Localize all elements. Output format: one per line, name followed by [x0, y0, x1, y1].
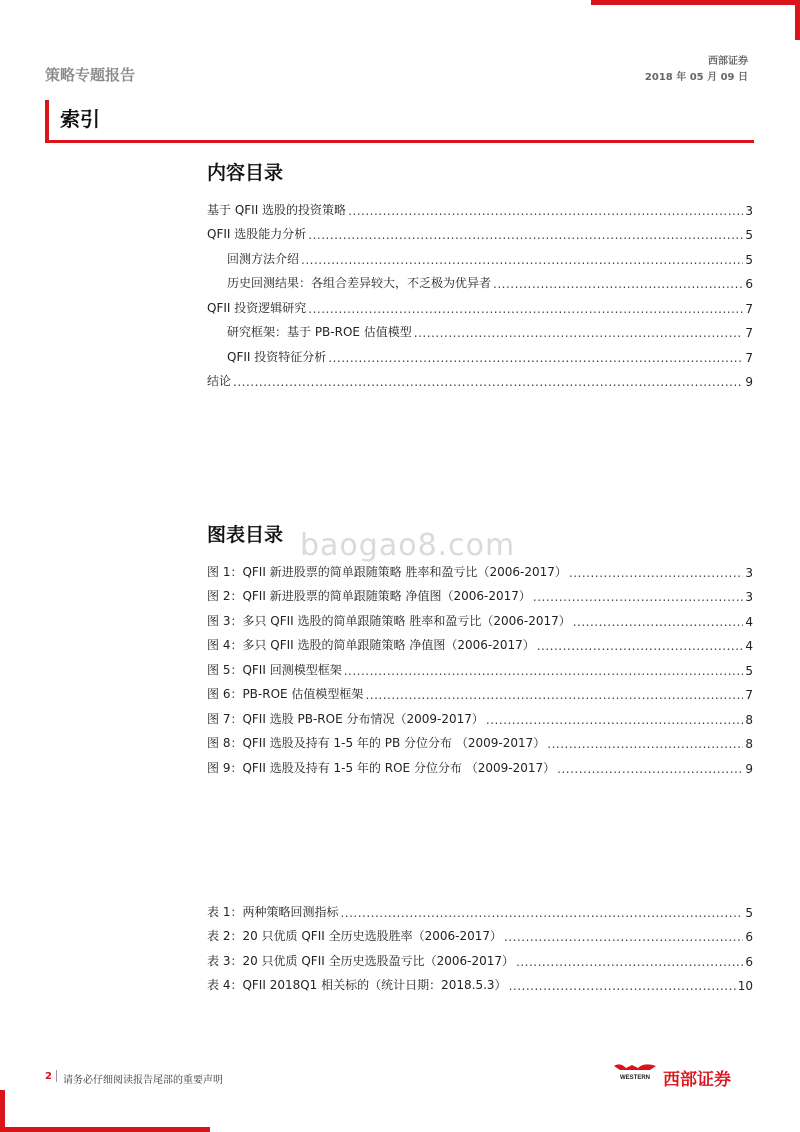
corner-frame-top	[591, 0, 800, 5]
toc-entry-title: 结论	[207, 374, 232, 388]
company-logo-icon	[612, 1062, 658, 1086]
figure-entry[interactable]	[207, 580, 753, 605]
figure-entry[interactable]	[207, 727, 753, 752]
figure-entry[interactable]	[207, 702, 753, 727]
figure-entry-title: 图 8：QFII 选股及持有 1-5 年的 PB 分位分布 （2009-2017）	[207, 736, 546, 750]
toc-entry-title: QFII 选股能力分析	[207, 227, 307, 241]
figure-list-title: 图表目录	[207, 524, 284, 546]
figure-entry-title: 图 4：多只 QFII 选股的简单跟随策略 净值图（2006-2017）	[207, 638, 535, 652]
table-entry-title: 表 3：20 只优质 QFII 全历史选股盈亏比（2006-2017）	[207, 953, 514, 968]
table-entry[interactable]	[207, 969, 753, 994]
header-date: 2018 年 05 月 09 日	[644, 72, 748, 83]
figure-entry-title: 图 3：多只 QFII 选股的简单跟随策略 胜率和盈亏比（2006-2017）	[207, 613, 571, 628]
toc-entry-page: 7	[745, 301, 753, 316]
table-entry-page: 6	[745, 954, 753, 969]
figure-entry[interactable]	[207, 653, 753, 678]
toc-entry-page: 6	[745, 277, 753, 291]
figure-entry[interactable]	[207, 555, 753, 580]
table-entry-page: 5	[745, 905, 753, 920]
figure-entry-page: 4	[745, 639, 753, 653]
table-entry-title: 表 2：20 只优质 QFII 全历史选股胜率（2006-2017）	[207, 929, 502, 943]
footer-separator	[56, 1070, 57, 1082]
toc-entry[interactable]	[207, 218, 753, 243]
toc-subentry[interactable]	[207, 340, 753, 365]
toc-entry-title: 历史回测结果：各组合差异较大，不乏极为优异者	[227, 276, 492, 290]
figure-entry-title: 图 6：PB-ROE 估值模型框架	[207, 687, 364, 701]
toc-entry[interactable]	[207, 193, 753, 218]
figure-entry-page: 3	[745, 565, 753, 580]
figure-entry-title: 图 9：QFII 选股及持有 1-5 年的 ROE 分位分布 （2009-2017）	[207, 760, 556, 775]
figure-entry[interactable]	[207, 629, 753, 654]
toc-subentry[interactable]	[207, 316, 753, 341]
figure-entry-page: 8	[745, 737, 753, 751]
company-logo-text: 西部证券	[663, 1070, 731, 1090]
figure-entry[interactable]	[207, 678, 753, 703]
figure-entry-title: 图 7：QFII 选股 PB-ROE 分布情况（2009-2017）	[207, 711, 484, 726]
index-accent-bar	[45, 100, 49, 140]
footer-disclaimer: 请务必仔细阅读报告尾部的重要声明	[63, 1075, 223, 1086]
toc-entry-title: 基于 QFII 选股的投资策略	[207, 202, 347, 217]
logo-en: WESTERN	[620, 1075, 650, 1081]
toc-entry-title: 回测方法介绍	[227, 251, 300, 266]
figure-entry-title: 图 2：QFII 新进股票的简单跟随策略 净值图（2006-2017）	[207, 589, 531, 603]
toc-entry-page: 3	[745, 203, 753, 218]
toc-subentry[interactable]	[207, 242, 753, 267]
toc-entry-title: 研究框架：基于 PB-ROE 估值模型	[227, 325, 412, 339]
corner-frame-left	[0, 1090, 5, 1132]
figure-entry-page: 7	[745, 688, 753, 702]
table-entry-title: 表 1：两种策略回测指标	[207, 904, 339, 919]
figure-entry-title: 图 5：QFII 回测模型框架	[207, 662, 342, 677]
index-title: 索引	[60, 107, 100, 131]
figure-entry-page: 4	[745, 614, 753, 629]
figure-entry-title: 图 1：QFII 新进股票的简单跟随策略 胜率和盈亏比（2006-2017）	[207, 564, 567, 579]
toc-entry-page: 5	[745, 228, 753, 242]
figure-entry[interactable]	[207, 751, 753, 776]
index-divider	[45, 140, 754, 143]
corner-frame-bottom	[0, 1127, 210, 1132]
header-company: 西部证券	[708, 56, 748, 67]
toc-entry-title: QFII 投资特征分析	[227, 349, 327, 364]
table-entry[interactable]	[207, 920, 753, 945]
figure-entry-page: 9	[745, 761, 753, 776]
report-type: 策略专题报告	[45, 66, 136, 84]
table-entry-page: 10	[737, 979, 753, 993]
toc-entry-page: 7	[745, 350, 753, 365]
toc-entry[interactable]	[207, 291, 753, 316]
corner-frame-right	[795, 0, 800, 40]
toc-list	[207, 193, 753, 389]
figure-entry-page: 5	[745, 663, 753, 678]
table-entry-page: 6	[745, 930, 753, 944]
toc-title: 内容目录	[207, 162, 284, 184]
figure-entry[interactable]	[207, 604, 753, 629]
table-entry-title: 表 4：QFII 2018Q1 相关标的（统计日期：2018.5.3）	[207, 978, 507, 992]
toc-subentry[interactable]	[207, 267, 753, 292]
table-entry[interactable]	[207, 895, 753, 920]
toc-entry-page: 9	[745, 375, 753, 389]
figure-list	[207, 555, 753, 776]
table-list	[207, 895, 753, 993]
toc-entry[interactable]	[207, 365, 753, 390]
table-entry[interactable]	[207, 944, 753, 969]
toc-entry-title: QFII 投资逻辑研究	[207, 300, 307, 315]
page-number: 2	[45, 1071, 52, 1082]
figure-entry-page: 8	[745, 712, 753, 727]
toc-entry-page: 5	[745, 252, 753, 267]
toc-entry-page: 7	[745, 326, 753, 340]
watermark: baogao8.com	[300, 528, 516, 563]
figure-entry-page: 3	[745, 590, 753, 604]
